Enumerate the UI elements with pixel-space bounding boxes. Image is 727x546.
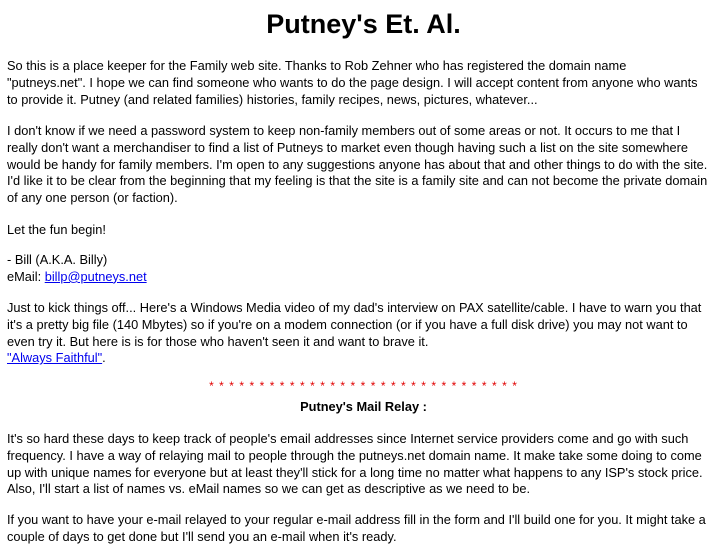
intro-paragraph (7, 58, 722, 108)
intro-line: "putneys.net". I hope we can find someone who wants to do the page design. I will accept content from anyone who wants (7, 74, 698, 90)
video-link-line (7, 350, 722, 367)
relay-line: It's so hard these days to keep track of people's email addresses since Internet service providers come and go with such (7, 431, 689, 446)
video-link-suffix: . (102, 350, 106, 366)
signature-email-line (7, 269, 722, 286)
intro-line: to provide it. Putney (and related families) histories, family recipes, news, pictures, whatever... (7, 91, 538, 107)
video-paragraph (7, 300, 722, 367)
password-line: of any one person (or faction). (7, 190, 178, 206)
fun-paragraph (7, 222, 722, 239)
password-line: really don't want a merchandiser to find a list of Putneys to market even though having such a list on the site somewhere (7, 139, 689, 155)
password-paragraph (7, 123, 722, 207)
fun-text: Let the fun begin! (7, 222, 106, 237)
email-link[interactable]: billp@putneys.net (44, 268, 147, 284)
relay-paragraph (7, 431, 722, 498)
password-line: I'd like it to be clear from the beginning that my feeling is that the site is a family site and can not become the private domain (7, 173, 708, 189)
video-line: it's a pretty big file (140 Mbytes) so if you're on a modem connection (or if you have a full disk drive) you may not want to (7, 316, 688, 332)
video-line: even try it. But here is is for those who haven't seen it and want to brave it. (7, 333, 429, 349)
relay-line: Also, I'll start a list of names vs. eMail names so we can get as descriptive as we need to be. (7, 481, 531, 497)
password-line: I don't know if we need a password system to keep non-family members out of some areas or not. It occurs to me that I (7, 123, 681, 138)
intro-line: So this is a place keeper for the Family web site. Thanks to Rob Zehner who has registered the domain name (7, 58, 627, 73)
relay-form-paragraph (7, 512, 722, 546)
relay-form-line: couple of days to get done but I'll send you an e-mail when it's ready. (7, 528, 397, 544)
mail-relay-heading: Putney's Mail Relay : (300, 399, 427, 414)
video-line: Just to kick things off... Here's a Windows Media video of my dad's interview on PAX satellite/cable. I have to warn you that (7, 300, 702, 315)
email-label: eMail: (7, 268, 45, 284)
always-faithful-link[interactable]: "Always Faithful" (7, 350, 103, 366)
signature-name: - Bill (A.K.A. Billy) (7, 252, 108, 267)
star-divider: * * * * * * * * * * * * * * * * * * * * * * * * * * * * * * * (209, 379, 518, 393)
relay-line: frequency. I have a way of relaying mail to people through the putneys.net domain name. It make take some doing to come (7, 447, 702, 463)
relay-line: up with unique names for everyone but at least they'll stick for a long time no matter what happens to any ISP's stock price. (7, 464, 703, 480)
relay-form-line: If you want to have your e-mail relayed to your regular e-mail address fill in the form and I'll build one for you. It might take a (7, 512, 706, 527)
signature-block (7, 252, 722, 286)
password-line: would be handy for family members. I'm open to any suggestions anyone has about that and other things to do with the site. (7, 156, 708, 172)
page-title: Putney's Et. Al. (266, 9, 461, 39)
